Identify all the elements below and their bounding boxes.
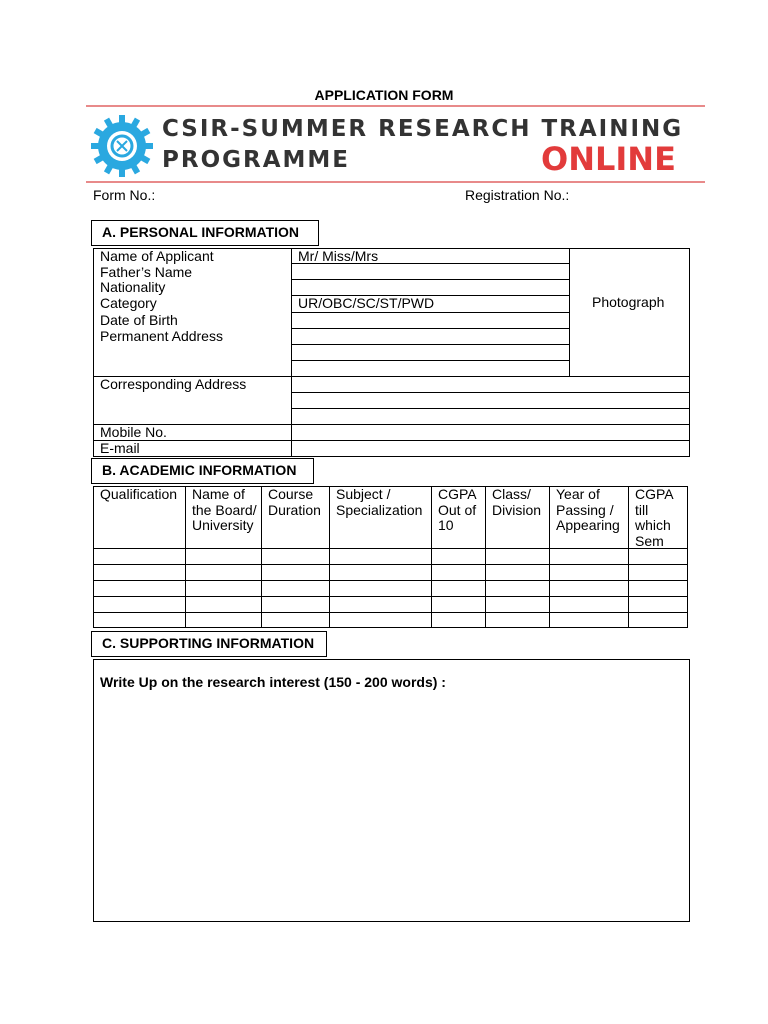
label-category: Category [100, 295, 157, 311]
form-number-label: Form No.: [93, 187, 156, 203]
section-b-heading: B. ACADEMIC INFORMATION [91, 458, 314, 484]
label-nationality: Nationality [100, 279, 166, 295]
column-header-qualification: Qualification [100, 486, 178, 502]
column-header-cgpa: CGPA Out of 10 [438, 486, 477, 533]
banner-online: ONLINE [541, 140, 676, 178]
photograph-box: Photograph [592, 294, 665, 310]
write-up-label: Write Up on the research interest (150 - 200 words) : [100, 674, 446, 690]
label-email: E-mail [100, 440, 140, 456]
column-header-subject: Subject / Specialization [336, 486, 423, 518]
label-mobile-no: Mobile No. [100, 424, 167, 440]
column-header-year-of-passing: Year of Passing / Appearing [556, 486, 620, 533]
label-name-of-applicant: Name of Applicant [100, 248, 214, 264]
section-c-heading: C. SUPPORTING INFORMATION [91, 631, 327, 657]
label-date-of-birth: Date of Birth [100, 312, 178, 328]
column-header-cgpa-sem: CGPA till which Sem [635, 486, 673, 549]
registration-number-label: Registration No.: [465, 187, 570, 203]
form-title: APPLICATION FORM [314, 87, 454, 103]
csir-gear-logo-icon [89, 113, 155, 179]
banner-line-1: CSIR-SUMMER RESEARCH TRAINING [162, 116, 684, 142]
column-header-class-division: Class/ Division [492, 486, 542, 518]
label-corresponding-address: Corresponding Address [100, 376, 247, 392]
column-header-board-university: Name of the Board/ University [192, 486, 257, 533]
column-header-course-duration: Course Duration [268, 486, 321, 518]
value-category[interactable]: UR/OBC/SC/ST/PWD [298, 295, 435, 311]
programme-banner [86, 105, 705, 183]
label-fathers-name: Father’s Name [100, 264, 193, 280]
write-up-box[interactable] [93, 659, 690, 922]
banner-line-2: PROGRAMME [162, 147, 350, 173]
section-a-heading: A. PERSONAL INFORMATION [91, 220, 319, 246]
label-permanent-address: Permanent Address [100, 328, 223, 344]
value-name-of-applicant[interactable]: Mr/ Miss/Mrs [298, 248, 379, 264]
